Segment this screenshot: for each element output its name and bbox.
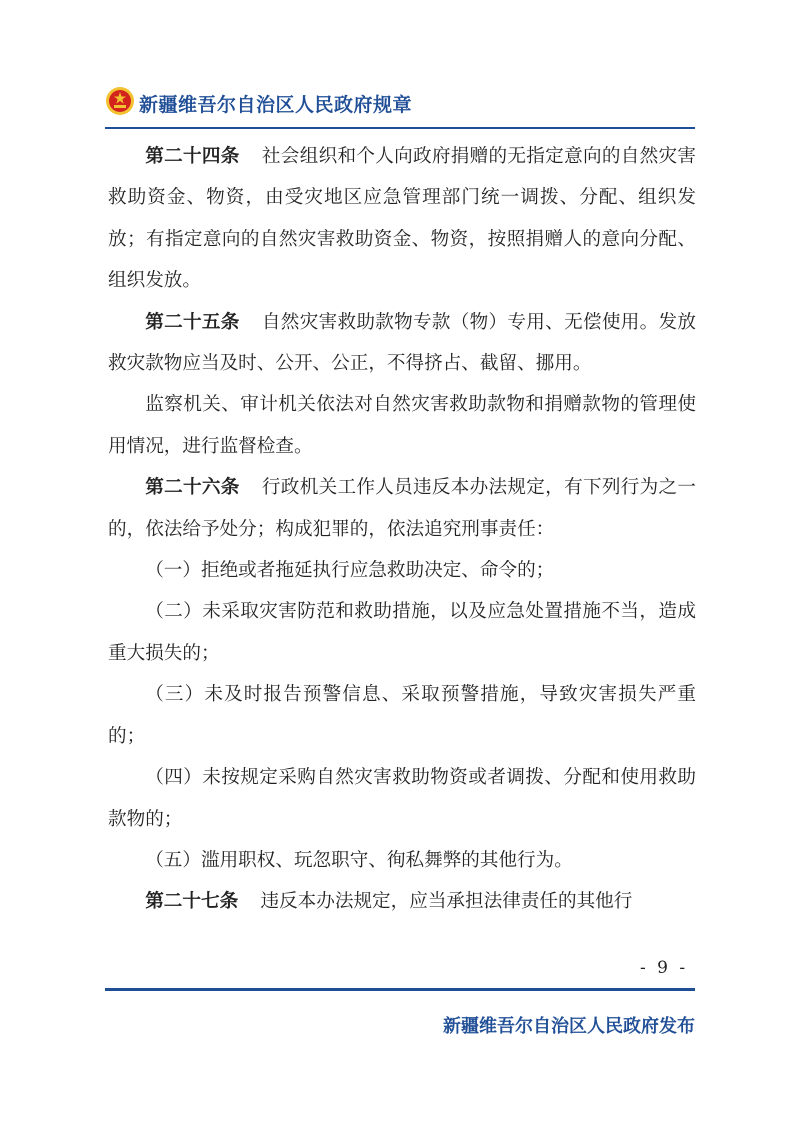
article-25: [108, 302, 696, 385]
list-item-5: [108, 840, 696, 881]
header-title: 新疆维吾尔自治区人民政府规章: [139, 94, 413, 116]
list-item-text: （五）滥用职权、玩忽职守、徇私舞弊的其他行为。: [145, 849, 573, 871]
national-emblem-icon: [105, 86, 135, 116]
list-item-1: [108, 550, 696, 591]
footer-rule: [105, 988, 695, 991]
list-item-3: [108, 674, 696, 757]
article-text: 社会组织和个人向政府捐赠的无指定意向的自然灾害救助资金、物资，由受灾地区应急管理部门统一调拨、分配、组织发放；有指定意向的自然灾害救助资金、物资，按照捐赠人的意向分配、组织发放。: [108, 146, 696, 292]
article-25-paragraph-2: [108, 384, 696, 467]
article-24: [108, 136, 696, 302]
page-number: - 9 -: [640, 958, 689, 978]
footer-publisher: 新疆维吾尔自治区人民政府发布: [443, 1016, 695, 1037]
header-rule: [105, 127, 695, 129]
list-item-4: [108, 757, 696, 840]
article-text: 监察机关、审计机关依法对自然灾害救助款物和捐赠款物的管理使用情况，进行监督检查。: [108, 394, 696, 457]
list-item-text: （二）未采取灾害防范和救助措施，以及应急处置措施不当，造成重大损失的；: [108, 601, 696, 664]
article-number: 第二十七条: [145, 891, 239, 913]
article-number: 第二十六条: [145, 477, 240, 499]
list-item-text: （一）拒绝或者拖延执行应急救助决定、命令的；: [145, 560, 555, 582]
document-body: [108, 136, 696, 923]
article-number: 第二十五条: [145, 311, 240, 333]
list-item-2: [108, 591, 696, 674]
article-text: 自然灾害救助款物专款（物）专用、无偿使用。发放救灾款物应当及时、公开、公正，不得挤占、截留、挪用。: [108, 311, 696, 375]
list-item-text: （三）未及时报告预警信息、采取预警措施，导致灾害损失严重的；: [108, 684, 696, 747]
page-header: [105, 86, 695, 126]
article-text: 违反本办法规定，应当承担法律责任的其他行: [260, 891, 633, 913]
list-item-text: （四）未按规定采购自然灾害救助物资或者调拨、分配和使用救助款物的；: [108, 767, 696, 830]
article-text: 行政机关工作人员违反本办法规定，有下列行为之一的，依法给予处分；构成犯罪的，依法追究刑事责任：: [108, 477, 696, 540]
article-26: [108, 467, 696, 550]
article-27: [108, 881, 696, 922]
article-number: 第二十四条: [145, 146, 240, 167]
